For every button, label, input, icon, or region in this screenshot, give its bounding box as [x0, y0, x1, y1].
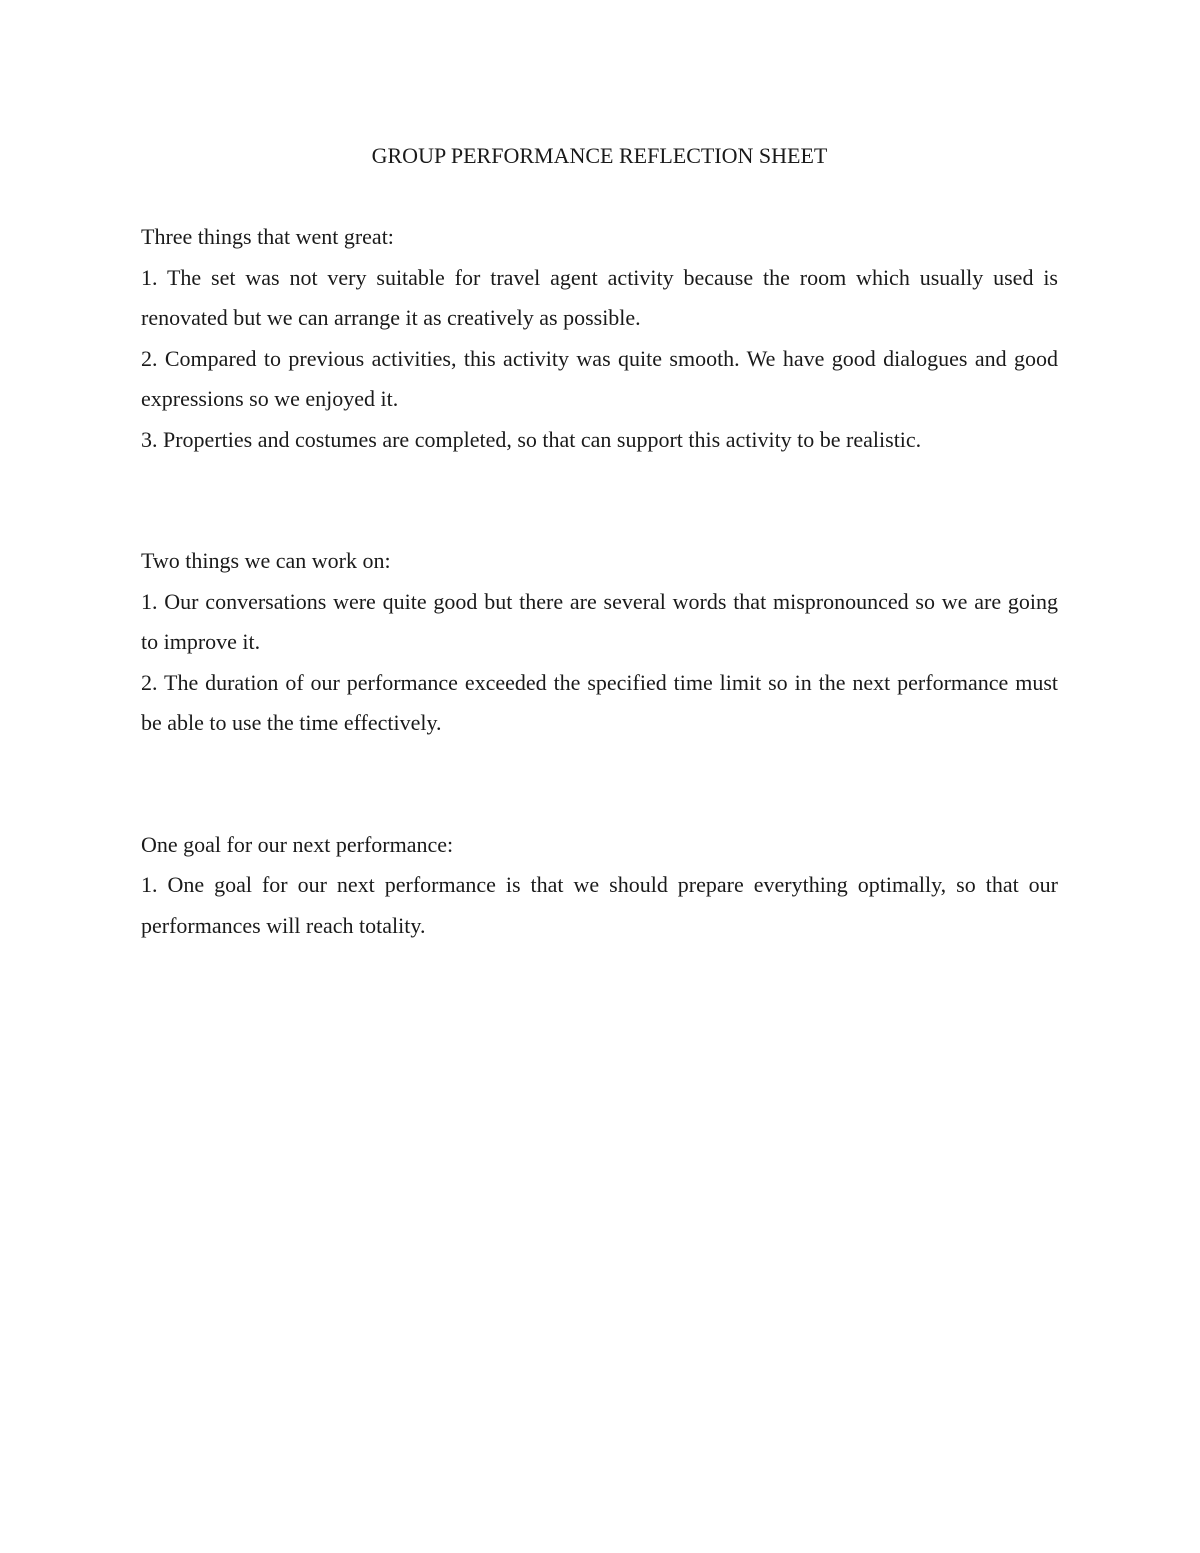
list-item: 1. Our conversations were quite good but there are several words that mispronounced so we are going to improve it. [141, 588, 1058, 654]
section-next-goal [141, 825, 1058, 947]
list-item: 2. The duration of our performance exceeded the specified time limit so in the next performance must be able to use the time effectively. [141, 669, 1058, 735]
section-went-great [141, 217, 1058, 460]
section-work-on [141, 541, 1058, 744]
list-item: 3. Properties and costumes are completed, so that can support this activity to be realistic. [141, 426, 922, 452]
section-heading: One goal for our next performance: [141, 831, 454, 857]
section-heading: Three things that went great: [141, 224, 394, 249]
document-title: GROUP PERFORMANCE REFLECTION SHEET [371, 143, 828, 168]
list-item: 1. The set was not very suitable for travel agent activity because the room which usually used is renovated but we can arrange it as creatively as possible. [141, 264, 1058, 330]
list-item: 2. Compared to previous activities, this activity was quite smooth. We have good dialogues and good expressions so we enjoyed it. [141, 345, 1058, 411]
section-heading: Two things we can work on: [141, 548, 391, 573]
document-body [141, 136, 1058, 946]
list-item: 1. One goal for our next performance is that we should prepare everything optimally, so that our performances will reach totality. [141, 872, 1058, 938]
